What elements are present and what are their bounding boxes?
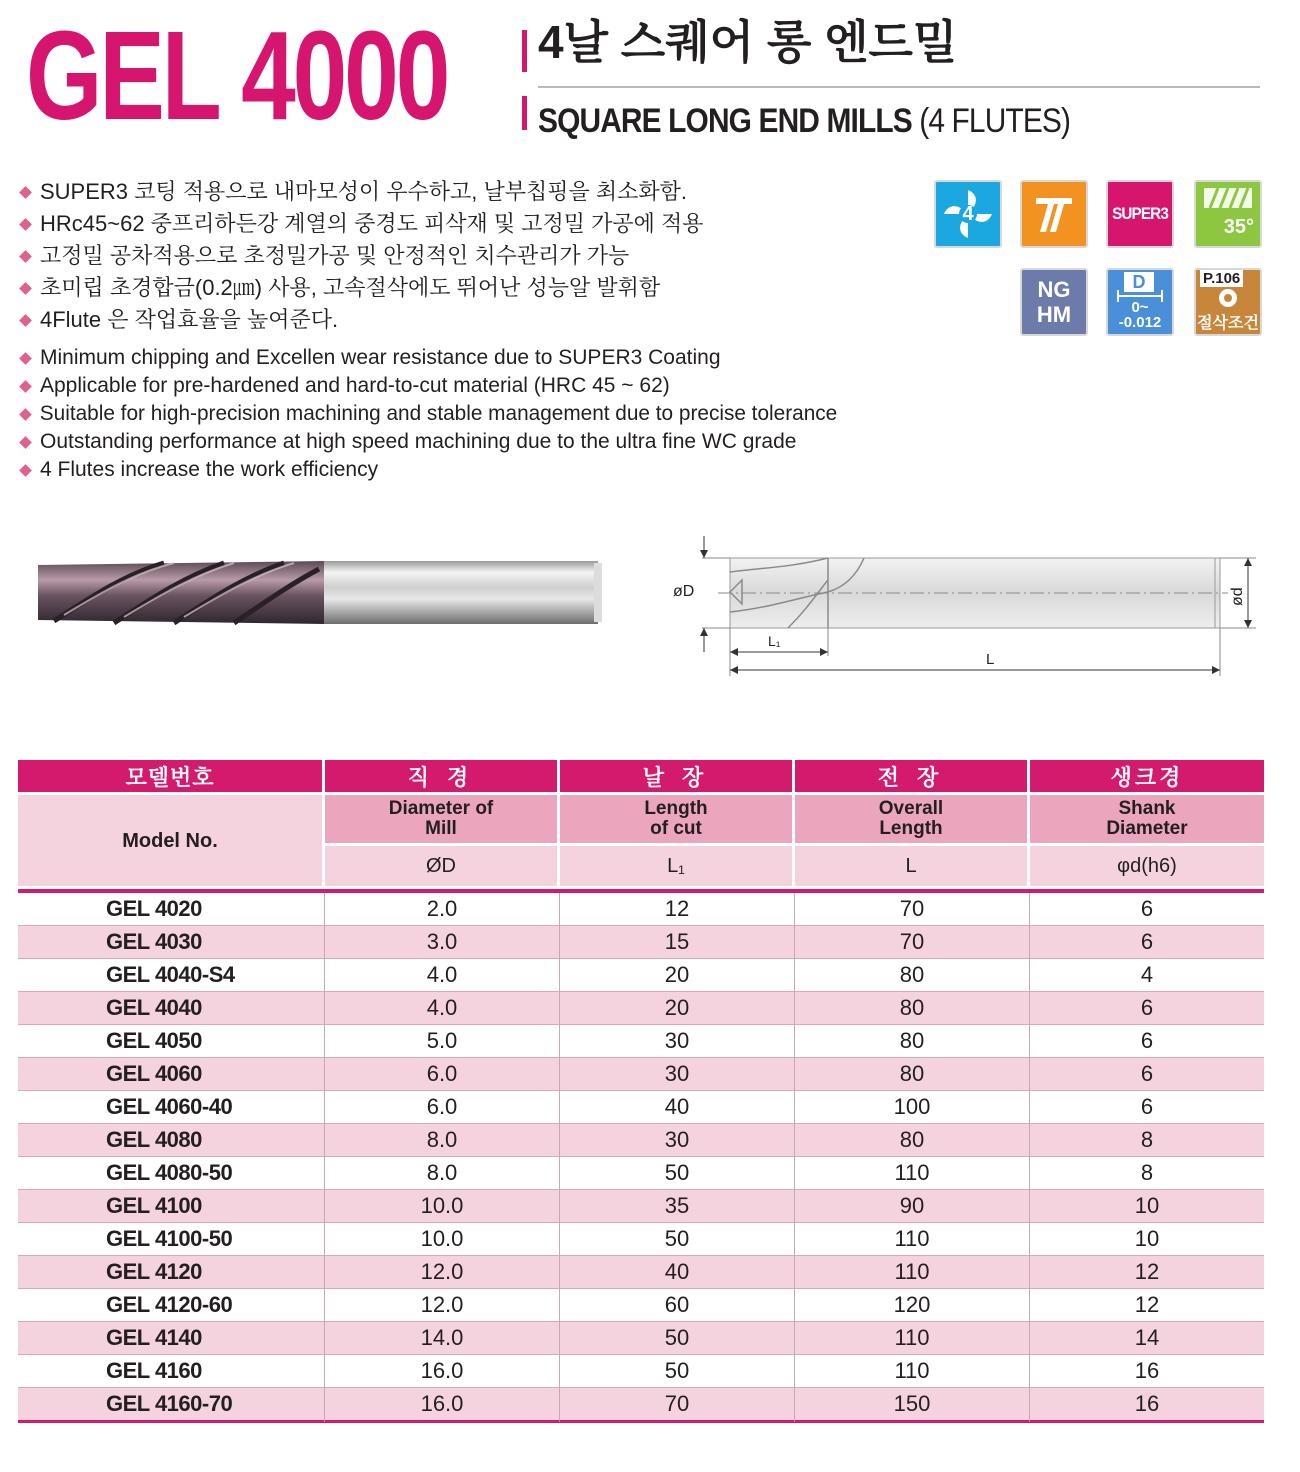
- list-item: 4 Flutes increase the work efficiency: [18, 456, 846, 484]
- spec-table-body: [18, 893, 1264, 1423]
- model-cell: GEL 4030: [18, 926, 325, 959]
- length-of-cut-cell: 50: [560, 1355, 795, 1388]
- shank-diameter-cell: 6: [1030, 926, 1264, 959]
- overall-length-cell: 110: [795, 1223, 1030, 1256]
- col-header-diameter: 직 경: [325, 760, 560, 792]
- title-korean: 4날 스퀘어 롱 엔드밀: [538, 16, 958, 68]
- header-line: Shank: [1118, 798, 1176, 819]
- diameter-cell: 6.0: [325, 1091, 560, 1124]
- table-row: [18, 1157, 1264, 1190]
- diameter-cell: 3.0: [325, 926, 560, 959]
- shank-diameter-cell: 12: [1030, 1289, 1264, 1322]
- technical-drawing: [668, 528, 1268, 688]
- col-header-diameter-en: [325, 792, 560, 843]
- length-of-cut-cell: 40: [560, 1256, 795, 1289]
- four-flute-icon: [934, 180, 1002, 248]
- diameter-cell: 16.0: [325, 1388, 560, 1423]
- table-row: [18, 1355, 1264, 1388]
- diameter-cell: 10.0: [325, 1223, 560, 1256]
- col-symbol-length-of-cut: L₁: [560, 843, 795, 886]
- shank-diameter-cell: 14: [1030, 1322, 1264, 1355]
- overall-length-cell: 110: [795, 1157, 1030, 1190]
- overall-length-cell: 80: [795, 1025, 1030, 1058]
- col-symbol-diameter: ØD: [325, 843, 560, 886]
- overall-length-cell: 120: [795, 1289, 1030, 1322]
- model-cell: GEL 4080: [18, 1124, 325, 1157]
- model-cell: GEL 4020: [18, 893, 325, 926]
- overall-length-cell: 80: [795, 959, 1030, 992]
- length-of-cut-cell: 20: [560, 959, 795, 992]
- shank-diameter-cell: 6: [1030, 893, 1264, 926]
- spec-table: [18, 760, 1264, 1423]
- model-cell: GEL 4120-60: [18, 1289, 325, 1322]
- header-line: Mill: [425, 818, 457, 839]
- overall-length-cell: 150: [795, 1388, 1030, 1423]
- col-header-overall-length: 전 장: [795, 760, 1030, 792]
- shank-diameter-cell: 16: [1030, 1355, 1264, 1388]
- diameter-cell: 4.0: [325, 959, 560, 992]
- super3-label: SUPER3: [1112, 204, 1168, 224]
- title-english-main: SQUARE LONG END MILLS: [538, 102, 912, 140]
- overall-length-cell: 110: [795, 1355, 1030, 1388]
- list-item: 고정밀 공차적용으로 초정밀가공 및 안정적인 치수관리가 가능: [18, 240, 704, 272]
- length-of-cut-cell: 12: [560, 893, 795, 926]
- helix-angle-label: 35°: [1223, 216, 1254, 238]
- length-of-cut-cell: 40: [560, 1091, 795, 1124]
- diameter-cell: 2.0: [325, 893, 560, 926]
- list-item: 초미립 초경합금(0.2㎛) 사용, 고속절삭에도 뛰어난 성능알 발휘함: [18, 272, 704, 304]
- length-of-cut-cell: 60: [560, 1289, 795, 1322]
- shank-diameter-cell: 8: [1030, 1124, 1264, 1157]
- shank-diameter-cell: 6: [1030, 1058, 1264, 1091]
- series-title: GEL 4000: [26, 5, 448, 146]
- shank-diameter-cell: 10: [1030, 1223, 1264, 1256]
- length-of-cut-cell: 20: [560, 992, 795, 1025]
- list-item: Suitable for high-precision machining and stable management due to precise tolerance: [18, 400, 837, 428]
- table-row: [18, 1388, 1264, 1423]
- model-cell: GEL 4080-50: [18, 1157, 325, 1190]
- helix-angle-icon: [1194, 180, 1262, 248]
- col-header-overall-length-en: [795, 792, 1030, 843]
- diameter-cell: 8.0: [325, 1157, 560, 1190]
- length-of-cut-cell: 15: [560, 926, 795, 959]
- col-header-length-of-cut-en: [560, 792, 795, 843]
- diameter-cell: 12.0: [325, 1289, 560, 1322]
- header-line: Overall: [878, 798, 944, 819]
- table-row: [18, 1223, 1264, 1256]
- diameter-cell: 8.0: [325, 1124, 560, 1157]
- table-row: [18, 893, 1264, 926]
- shank-diameter-cell: 16: [1030, 1388, 1264, 1423]
- material-line1: NG: [1037, 277, 1071, 302]
- length-of-cut-cell: 30: [560, 1025, 795, 1058]
- diameter-cell: 5.0: [325, 1025, 560, 1058]
- title-divider-bottom: [522, 96, 527, 130]
- model-cell: GEL 4100-50: [18, 1223, 325, 1256]
- model-cell: GEL 4040-S4: [18, 959, 325, 992]
- tolerance-d-label: D: [1124, 272, 1154, 292]
- photo-shank: [322, 561, 598, 624]
- diameter-cell: 16.0: [325, 1355, 560, 1388]
- table-row: [18, 1124, 1264, 1157]
- table-row: [18, 1025, 1264, 1058]
- length-of-cut-cell: 30: [560, 1058, 795, 1091]
- overall-length-cell: 90: [795, 1190, 1030, 1223]
- shank-diameter-cell: 10: [1030, 1190, 1264, 1223]
- tolerance-line2: -0.012: [1118, 314, 1162, 331]
- material-icon: [1020, 268, 1088, 336]
- drawing-l-label: L: [986, 651, 995, 668]
- title-english: [538, 100, 1070, 142]
- model-cell: GEL 4140: [18, 1322, 325, 1355]
- shank-diameter-cell: 6: [1030, 1091, 1264, 1124]
- tolerance-line1: 0~: [1131, 299, 1149, 316]
- feature-list-korean: [18, 176, 704, 336]
- model-cell: GEL 4050: [18, 1025, 325, 1058]
- tolerance-value: [1108, 300, 1172, 330]
- col-symbol-overall-length: L: [795, 843, 1030, 886]
- model-cell: GEL 4160-70: [18, 1388, 325, 1423]
- overall-length-cell: 80: [795, 1124, 1030, 1157]
- length-of-cut-cell: 70: [560, 1388, 795, 1423]
- material-line2: HM: [1036, 302, 1072, 327]
- overall-length-cell: 100: [795, 1091, 1030, 1124]
- overall-length-cell: 110: [795, 1256, 1030, 1289]
- col-header-model: 모델번호: [18, 760, 325, 792]
- shank-diameter-cell: 12: [1030, 1256, 1264, 1289]
- diameter-cell: 6.0: [325, 1058, 560, 1091]
- header-line: Length: [879, 818, 943, 839]
- overall-length-cell: 80: [795, 992, 1030, 1025]
- shank-diameter-cell: 4: [1030, 959, 1264, 992]
- overall-length-cell: 70: [795, 893, 1030, 926]
- shank-diameter-cell: 6: [1030, 1025, 1264, 1058]
- table-row: [18, 959, 1264, 992]
- model-cell: GEL 4060-40: [18, 1091, 325, 1124]
- photo-shank-end: [594, 563, 602, 622]
- diameter-cell: 14.0: [325, 1322, 560, 1355]
- col-symbol-shank: φd(h6): [1030, 843, 1264, 886]
- diameter-cell: 4.0: [325, 992, 560, 1025]
- col-header-shank-en: [1030, 792, 1264, 843]
- table-row: [18, 926, 1264, 959]
- end-mill-type-icon: [1020, 180, 1088, 248]
- list-item: Applicable for pre-hardened and hard-to-cut material (HRC 45 ~ 62): [18, 372, 846, 400]
- product-photo: [34, 555, 604, 630]
- model-cell: GEL 4120: [18, 1256, 325, 1289]
- list-item: SUPER3 코팅 적용으로 내마모성이 우수하고, 날부칩핑을 최소화함.: [18, 176, 704, 208]
- cutting-page-ref: P.106: [1200, 270, 1243, 287]
- cutting-condition-label: 절삭조건: [1197, 315, 1259, 332]
- list-item: HRc45~62 중프리하든강 계열의 중경도 피삭재 및 고정밀 가공에 적용: [18, 208, 704, 240]
- four-flute-label: 4: [962, 202, 974, 225]
- model-cell: GEL 4040: [18, 992, 325, 1025]
- table-row: [18, 1322, 1264, 1355]
- super3-coating-icon: [1106, 180, 1174, 248]
- list-item: Minimum chipping and Excellen wear resistance due to SUPER3 Coating: [18, 344, 846, 372]
- col-header-shank: 생크경: [1030, 760, 1264, 792]
- cutting-condition-icon: [1194, 268, 1262, 336]
- list-item: Outstanding performance at high speed machining due to the ultra fine WC grade: [18, 428, 846, 456]
- length-of-cut-cell: 30: [560, 1124, 795, 1157]
- length-of-cut-cell: 35: [560, 1190, 795, 1223]
- drawing-l1-label: L₁: [768, 633, 781, 649]
- drawing-dia-label: øD: [673, 583, 695, 600]
- overall-length-cell: 80: [795, 1058, 1030, 1091]
- col-header-length-of-cut: 날 장: [560, 760, 795, 792]
- table-row: [18, 1190, 1264, 1223]
- model-cell: GEL 4060: [18, 1058, 325, 1091]
- overall-length-cell: 70: [795, 926, 1030, 959]
- col-header-model-en: Model No.: [18, 792, 325, 886]
- list-item: 4Flute 은 작업효율을 높여준다.: [18, 304, 704, 336]
- length-of-cut-cell: 50: [560, 1322, 795, 1355]
- header-line: Diameter: [1106, 818, 1188, 839]
- title-divider-top: [522, 30, 527, 72]
- end-mill-type-glyph: [1028, 188, 1080, 240]
- length-of-cut-cell: 50: [560, 1223, 795, 1256]
- overall-length-cell: 110: [795, 1322, 1030, 1355]
- tolerance-icon: [1106, 268, 1174, 336]
- table-row: [18, 1058, 1264, 1091]
- table-row: [18, 1289, 1264, 1322]
- title-rule: [538, 86, 1260, 88]
- table-row: [18, 992, 1264, 1025]
- drawing-shank-label: ød: [1229, 587, 1246, 606]
- shank-diameter-cell: 6: [1030, 992, 1264, 1025]
- model-cell: GEL 4160: [18, 1355, 325, 1388]
- feature-list-english: [18, 344, 846, 484]
- model-cell: GEL 4100: [18, 1190, 325, 1223]
- header-line: Diameter of: [388, 798, 494, 819]
- length-of-cut-cell: 50: [560, 1157, 795, 1190]
- shank-diameter-cell: 8: [1030, 1157, 1264, 1190]
- header-line: of cut: [650, 818, 702, 839]
- table-row: [18, 1091, 1264, 1124]
- diameter-cell: 10.0: [325, 1190, 560, 1223]
- table-row: [18, 1256, 1264, 1289]
- title-english-suffix: (4 FLUTES): [919, 102, 1071, 140]
- header-line: Length: [644, 798, 708, 819]
- diameter-cell: 12.0: [325, 1256, 560, 1289]
